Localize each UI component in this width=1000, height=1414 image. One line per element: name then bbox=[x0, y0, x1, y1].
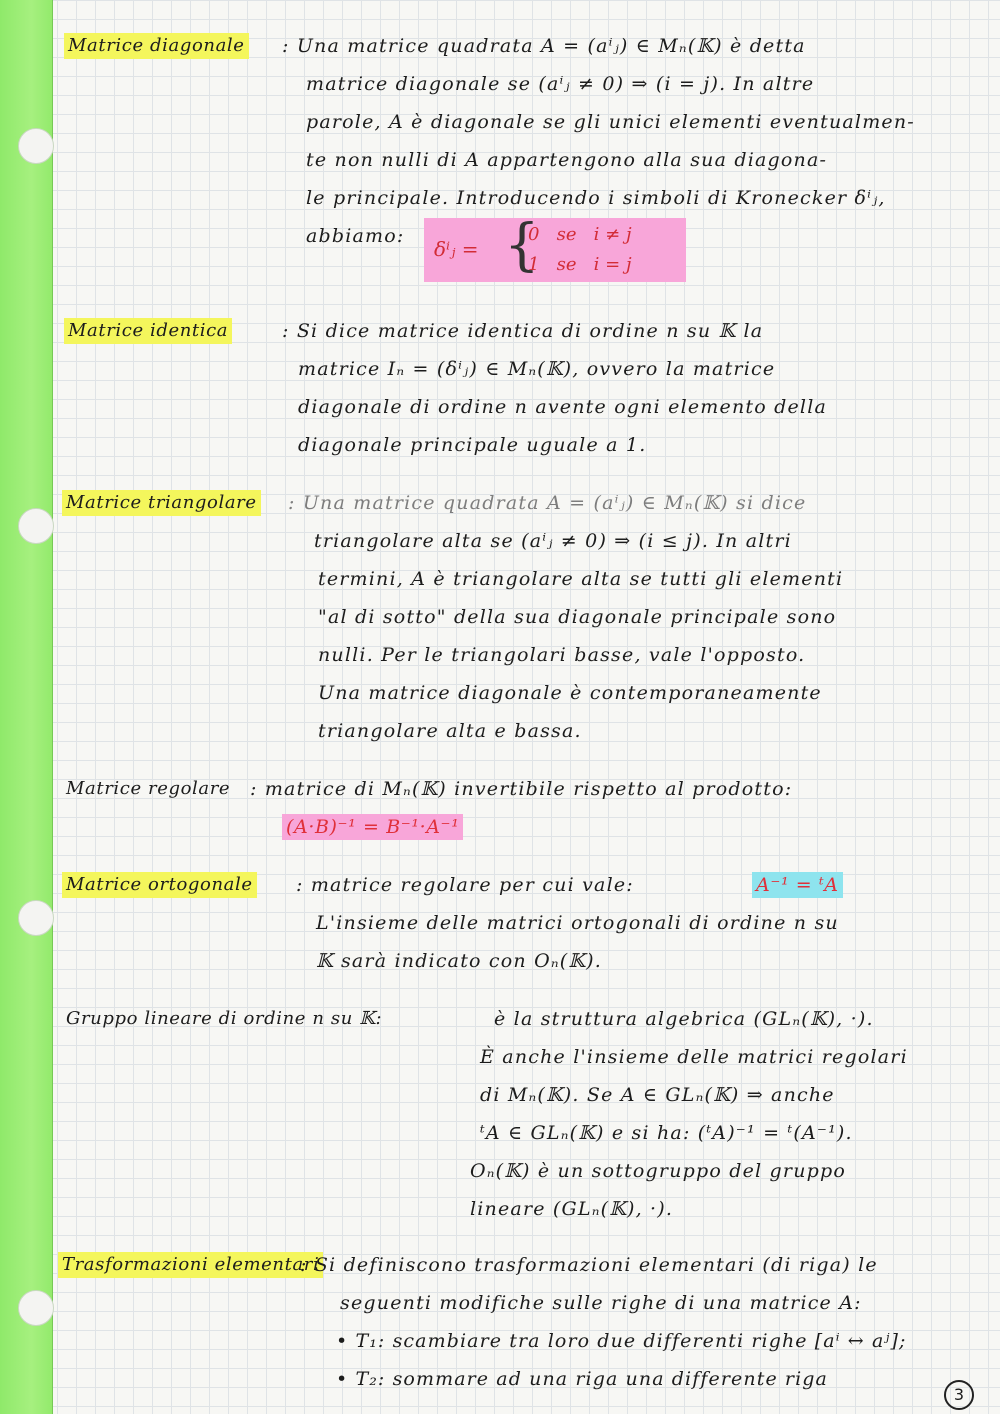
definition-line: matrice Iₙ = (δⁱⱼ) ∈ Mₙ(𝕂), ovvero la matrice bbox=[298, 358, 776, 380]
definition-line: diagonale principale uguale a 1. bbox=[298, 434, 647, 456]
binder-hole bbox=[18, 508, 54, 544]
term-matrice-diagonale: Matrice diagonale bbox=[64, 33, 249, 59]
formula-case-2: 1 se i = j bbox=[528, 254, 632, 275]
definition-line: : Una matrice quadrata A = (aⁱⱼ) ∈ Mₙ(𝕂) è detta bbox=[282, 35, 806, 57]
definition-line: parole, A è diagonale se gli unici elementi eventualmen- bbox=[306, 111, 915, 133]
definition-line: triangolare alta se (aⁱⱼ ≠ 0) ⇒ (i ≤ j). In altri bbox=[314, 530, 792, 552]
definition-line: triangolare alta e bassa. bbox=[318, 720, 582, 742]
binder-hole bbox=[18, 128, 54, 164]
definition-line: È anche l'insieme delle matrici regolari bbox=[480, 1046, 908, 1068]
list-item: • T₂: sommare ad una riga una differente riga bbox=[336, 1368, 828, 1390]
definition-line: abbiamo: bbox=[306, 225, 405, 247]
definition-line: : Si definiscono trasformazioni elementari (di riga) le bbox=[300, 1254, 878, 1276]
definition-line: le principale. Introducendo i simboli di Kronecker δⁱⱼ, bbox=[306, 187, 886, 209]
definition-line: ᵗA ∈ GLₙ(𝕂) e si ha: (ᵗA)⁻¹ = ᵗ(A⁻¹). bbox=[480, 1122, 853, 1144]
term-matrice-triangolare: Matrice triangolare bbox=[62, 490, 261, 516]
definition-line: : Una matrice quadrata A = (aⁱⱼ) ∈ Mₙ(𝕂) si dice bbox=[288, 492, 807, 514]
definition-line: 𝕂 sarà indicato con Oₙ(𝕂). bbox=[316, 950, 602, 972]
definition-line: te non nulli di A appartengono alla sua diagona- bbox=[306, 149, 828, 171]
notebook-margin-strip bbox=[0, 0, 53, 1414]
definition-line: è la struttura algebrica (GLₙ(𝕂), ·). bbox=[494, 1008, 874, 1030]
definition-line: "al di sotto" della sua diagonale principale sono bbox=[318, 606, 837, 628]
list-item: • T₁: scambiare tra loro due differenti righe [aⁱ ↔ aʲ]; bbox=[336, 1330, 907, 1352]
definition-line: : matrice di Mₙ(𝕂) invertibile rispetto al prodotto: bbox=[250, 778, 793, 800]
definition-line: Oₙ(𝕂) è un sottogruppo del gruppo bbox=[470, 1160, 847, 1182]
term-gruppo-lineare: Gruppo lineare di ordine n su 𝕂: bbox=[66, 1008, 383, 1029]
definition-line: termini, A è triangolare alta se tutti gli elementi bbox=[318, 568, 844, 590]
page-number: 3 bbox=[944, 1380, 974, 1410]
inverse-product-formula: (A·B)⁻¹ = B⁻¹·A⁻¹ bbox=[282, 814, 463, 840]
definition-line: L'insieme delle matrici ortogonali di ordine n su bbox=[316, 912, 839, 934]
binder-hole bbox=[18, 900, 54, 936]
definition-line: nulli. Per le triangolari basse, vale l'opposto. bbox=[318, 644, 806, 666]
definition-line: : matrice regolare per cui vale: bbox=[296, 874, 634, 896]
binder-hole bbox=[18, 1290, 54, 1326]
brace-icon: { bbox=[504, 213, 540, 278]
definition-line: matrice diagonale se (aⁱⱼ ≠ 0) ⇒ (i = j). In altre bbox=[306, 73, 815, 95]
kronecker-formula bbox=[424, 213, 686, 282]
formula-lhs: δⁱⱼ = bbox=[434, 237, 479, 261]
definition-line: diagonale di ordine n avente ogni elemento della bbox=[298, 396, 828, 418]
definition-line: Una matrice diagonale è contemporaneamente bbox=[318, 682, 822, 704]
formula-case-1: 0 se i ≠ j bbox=[528, 224, 632, 245]
term-matrice-regolare: Matrice regolare bbox=[66, 778, 231, 799]
definition-line: lineare (GLₙ(𝕂), ·). bbox=[470, 1198, 674, 1220]
definition-line: seguenti modifiche sulle righe di una matrice A: bbox=[340, 1292, 862, 1314]
term-matrice-identica: Matrice identica bbox=[64, 318, 232, 344]
term-trasformazioni-elementari: Trasformazioni elementari bbox=[58, 1252, 323, 1278]
definition-line: : Si dice matrice identica di ordine n su 𝕂 la bbox=[282, 320, 764, 342]
orthogonal-condition-formula: A⁻¹ = ᵗA bbox=[752, 872, 843, 898]
term-matrice-ortogonale: Matrice ortogonale bbox=[62, 872, 257, 898]
definition-line: di Mₙ(𝕂). Se A ∈ GLₙ(𝕂) ⇒ anche bbox=[480, 1084, 835, 1106]
